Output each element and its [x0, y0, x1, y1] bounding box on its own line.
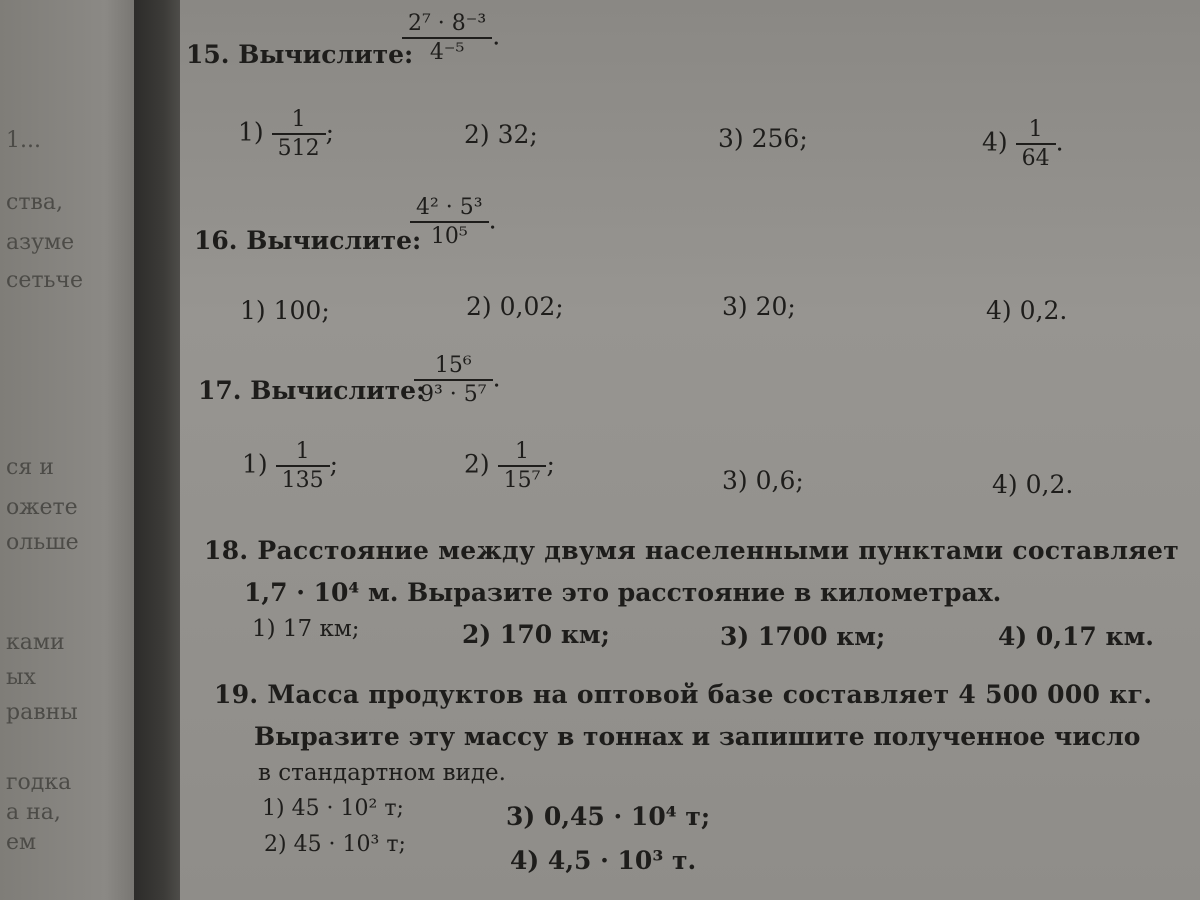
left-page-fragment: равны [6, 700, 78, 725]
question-15-label: 15. Вычислите: [186, 40, 414, 69]
question-15-answer-2: 2) 32; [464, 120, 538, 149]
left-page-fragment: сетьче [6, 268, 84, 293]
fraction-numerator: 2⁷ · 8⁻³ [408, 11, 487, 36]
left-page-fragment: ых [6, 665, 36, 690]
question-16-answer-2: 2) 0,02; [466, 292, 564, 321]
question-19-line-3: в стандартном виде. [258, 760, 506, 786]
question-18-answer-2: 2) 170 км; [462, 620, 610, 649]
question-16-answer-4: 4) 0,2. [986, 296, 1068, 325]
left-page-fragment: азуме [6, 230, 75, 255]
question-18-answer-3: 3) 1700 км; [720, 622, 886, 651]
left-page-fragment: ожете [6, 495, 78, 520]
question-17-answer-4: 4) 0,2. [992, 470, 1074, 499]
question-16-label: 16. Вычислите: [194, 226, 422, 255]
question-17-expression: $\frac{\text{15⁶}}{\text{9³ · 5⁷}}$ . [414, 354, 501, 406]
question-16-answer-3: 3) 20; [722, 292, 796, 321]
question-16-expression: $\frac{\text{4² · 5³}}{\text{10⁵}}$ . [410, 196, 497, 248]
left-page-fragment: ками [6, 630, 65, 655]
question-18-line-1: 18. Расстояние между двумя населенными пунктами составляет [204, 536, 1180, 565]
left-page-fragment: а на, [6, 800, 61, 825]
question-18-answer-4: 4) 0,17 км. [998, 622, 1154, 651]
left-page-fragment: годка [6, 770, 72, 795]
fraction-denominator: 4⁻⁵ [429, 40, 465, 66]
textbook-page [180, 0, 1200, 900]
left-page [0, 0, 150, 900]
question-19-line-2: Выразите эту массу в тоннах и запишите полученное число [254, 722, 1141, 751]
question-19-answer-3: 3) 0,45 · 10⁴ т; [506, 802, 711, 831]
question-15-expression: $\frac{\text{2⁷ · 8⁻³}}{\text{4⁻⁵}}$ . [402, 12, 500, 64]
question-18-answer-1: 1) 17 км; [252, 616, 360, 642]
question-17-label: 17. Вычислите: [198, 376, 426, 405]
left-page-fragment: ольше [6, 530, 79, 555]
question-17-answer-3: 3) 0,6; [722, 466, 804, 495]
left-page-fragment: 1... [6, 128, 41, 153]
question-19-answer-1: 1) 45 · 10² т; [262, 796, 404, 821]
left-page-fragment: ства, [6, 190, 63, 215]
question-17-answer-1: 1) $\frac{1}{135}$ ; [242, 439, 339, 494]
left-page-fragment: ся и [6, 455, 54, 480]
question-16-answer-1: 1) 100; [240, 296, 330, 325]
question-15-answer-4: 4) $\frac{1}{64}$ . [982, 117, 1064, 172]
question-17-answer-2: 2) $\frac{1}{\text{15⁷}}$ ; [464, 439, 555, 494]
left-page-fragment: ем [6, 830, 37, 855]
question-19-answer-2: 2) 45 · 10³ т; [264, 832, 406, 857]
question-18-line-2: 1,7 · 10⁴ м. Выразите это расстояние в километрах. [244, 578, 1002, 607]
question-19-line-1: 19. Масса продуктов на оптовой базе составляет 4 500 000 кг. [214, 680, 1153, 709]
question-15-answer-3: 3) 256; [718, 124, 808, 153]
question-15-answer-1: 1) $\frac{1}{512}$ ; [238, 107, 335, 162]
question-19-answer-4: 4) 4,5 · 10³ т. [510, 846, 697, 875]
